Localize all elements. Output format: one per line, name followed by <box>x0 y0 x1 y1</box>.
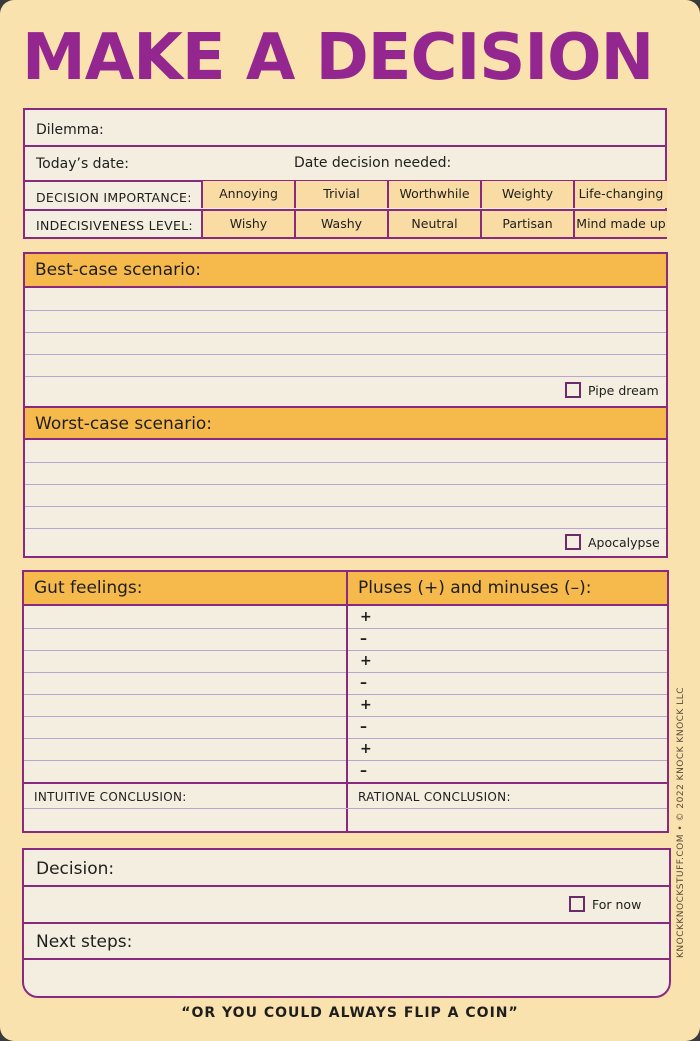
analysis-section <box>22 570 669 833</box>
decision-importance-label: DECISION IMPORTANCE: <box>36 190 192 205</box>
apocalypse-checkbox[interactable] <box>565 534 581 550</box>
intuitive-conclusion-label[interactable]: INTUITIVE CONCLUSION: <box>34 790 187 804</box>
importance-option-life-changing[interactable]: Life-changing <box>573 181 667 208</box>
best-case-heading: Best-case scenario: <box>35 260 201 280</box>
minus-sign: – <box>360 763 367 779</box>
indecisiveness-option-partisan[interactable]: Partisan <box>480 211 573 237</box>
apocalypse-label: Apocalypse <box>588 535 660 550</box>
indecisiveness-option-wishy[interactable]: Wishy <box>201 211 294 237</box>
indecisiveness-option-neutral[interactable]: Neutral <box>387 211 480 237</box>
plus-sign: + <box>360 653 372 669</box>
worst-case-header <box>25 406 666 440</box>
best-case-header <box>25 254 666 288</box>
pluses-minuses-list[interactable] <box>348 606 667 782</box>
for-now-checkbox[interactable] <box>569 896 585 912</box>
plus-sign: + <box>360 609 372 625</box>
for-now-label: For now <box>592 897 642 912</box>
plus-sign: + <box>360 697 372 713</box>
next-steps-heading[interactable]: Next steps: <box>36 932 133 952</box>
importance-option-annoying[interactable]: Annoying <box>201 181 294 208</box>
gut-feelings-heading: Gut feelings: <box>34 578 143 598</box>
minus-sign: – <box>360 675 367 691</box>
date-needed-label[interactable]: Date decision needed: <box>294 155 452 171</box>
indecisiveness-option-mind-made-up[interactable]: Mind made up <box>573 211 667 237</box>
pluses-minuses-heading: Pluses (+) and minuses (–): <box>358 578 592 598</box>
decision-heading[interactable]: Decision: <box>36 859 115 879</box>
importance-option-trivial[interactable]: Trivial <box>294 181 387 208</box>
footer-tagline: “OR YOU COULD ALWAYS FLIP A COIN” <box>181 1005 519 1021</box>
pipe-dream-checkbox[interactable] <box>565 382 581 398</box>
scenarios-section <box>23 252 668 558</box>
dilemma-label[interactable]: Dilemma: <box>36 122 104 138</box>
worst-case-heading: Worst-case scenario: <box>35 414 213 434</box>
indecisiveness-option-washy[interactable]: Washy <box>294 211 387 237</box>
indecisiveness-level-label: INDECISIVENESS LEVEL: <box>36 218 193 233</box>
minus-sign: – <box>360 631 367 647</box>
todays-date-label[interactable]: Today’s date: <box>36 156 129 172</box>
page-title: MAKE A DECISION <box>22 21 654 95</box>
importance-option-worthwhile[interactable]: Worthwhile <box>387 181 480 208</box>
rational-conclusion-label[interactable]: RATIONAL CONCLUSION: <box>358 790 511 804</box>
copyright-side-text: KNOCKKNOCKSTUFF.COM • © 2022 KNOCK KNOCK LLC <box>676 686 686 958</box>
decision-section <box>22 848 671 998</box>
details-section <box>23 108 667 239</box>
plus-sign: + <box>360 741 372 757</box>
importance-option-weighty[interactable]: Weighty <box>480 181 573 208</box>
gut-feelings-writing-area[interactable] <box>24 606 346 782</box>
minus-sign: – <box>360 719 367 735</box>
pipe-dream-label: Pipe dream <box>588 383 659 398</box>
